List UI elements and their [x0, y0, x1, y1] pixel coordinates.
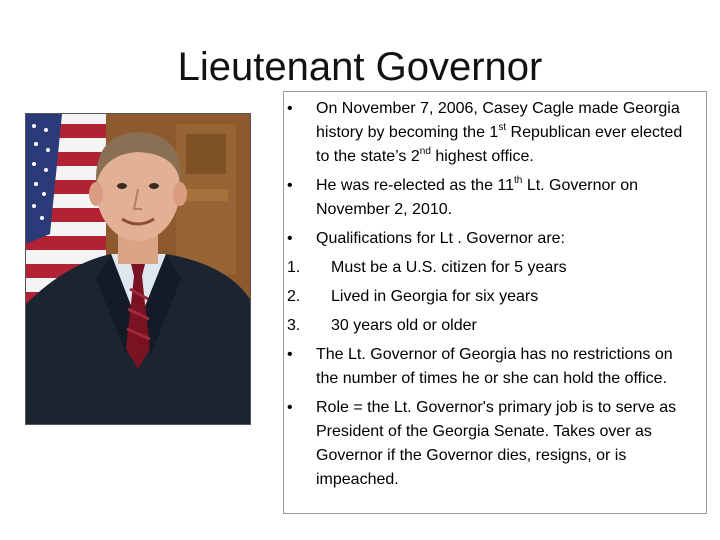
numbered-item-age: 3. 30 years old or older — [284, 314, 704, 338]
number-marker: 3. — [287, 317, 301, 334]
bullet-item-term-limits: • The Lt. Governor of Georgia has no restrictions on the number of times he or she can hold the office. — [284, 343, 704, 391]
portrait-photo — [25, 113, 251, 425]
number-marker: 1. — [287, 259, 301, 276]
portrait-image — [26, 114, 250, 424]
number-marker: 2. — [287, 288, 301, 305]
bullet-list — [284, 97, 704, 497]
bullet-item-role: • Role = the Lt. Governor's primary job is to serve as President of the Georgia Senate. Takes over as Governor if the Governor dies, resigns, or is impeached. — [284, 396, 704, 492]
slide-title: Lieutenant Governor — [177, 45, 543, 89]
numbered-item-residency: 2. Lived in Georgia for six years — [284, 285, 704, 309]
content-textbox — [283, 91, 707, 514]
numbered-item-citizen: 1. Must be a U.S. citizen for 5 years — [284, 256, 704, 280]
bullet-marker: • — [287, 399, 293, 416]
bullet-item-qualifications: • Qualifications for Lt . Governor are: — [284, 227, 704, 251]
bullet-marker: • — [287, 230, 293, 247]
bullet-item-cagle-history: • On November 7, 2006, Casey Cagle made Georgia history by becoming the 1st Republican ever elected to the state’s 2nd highest office. — [284, 97, 704, 169]
bullet-item-reelected: • He was re-elected as the 11th Lt. Governor on November 2, 2010. — [287, 174, 638, 218]
bullet-marker: • — [287, 177, 293, 194]
bullet-marker: • — [287, 346, 293, 363]
bullet-marker: • — [287, 100, 293, 117]
